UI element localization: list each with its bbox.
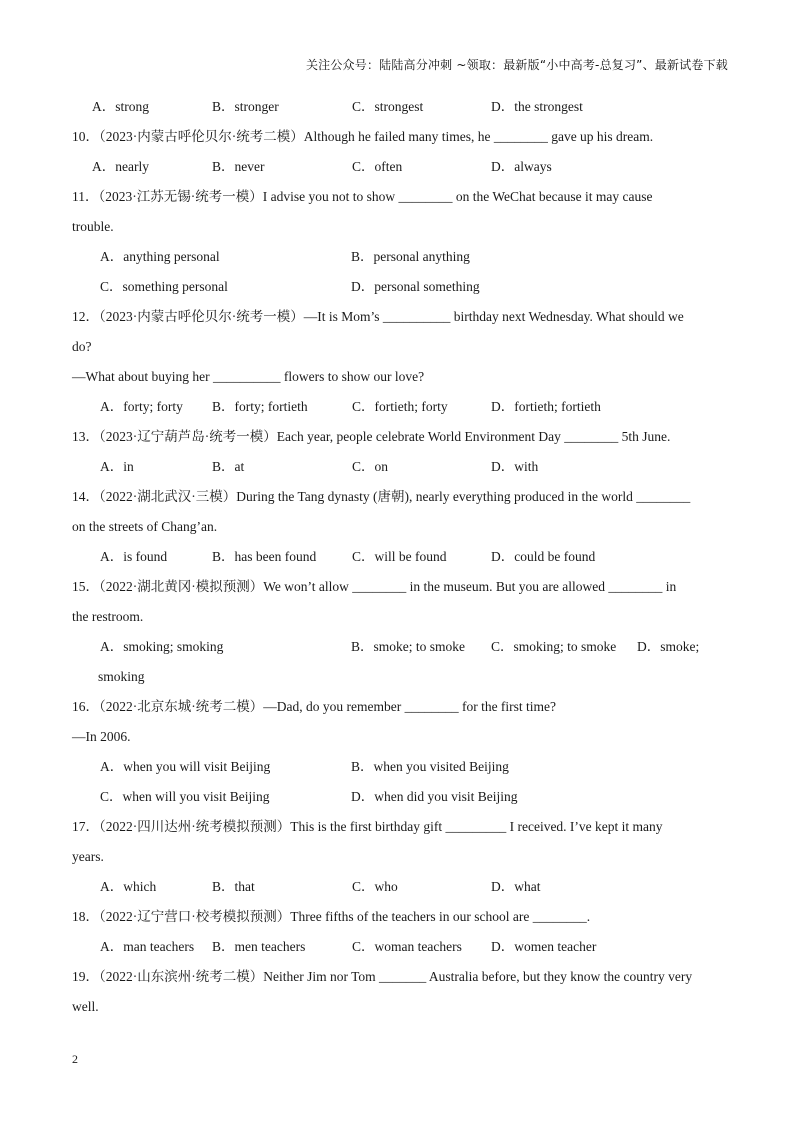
question-list — [72, 92, 728, 1022]
q10-option-c[interactable]: C．often — [352, 159, 403, 174]
q17-option-a[interactable]: A．which — [100, 879, 157, 894]
q10-options — [72, 152, 728, 182]
q12-option-c[interactable]: C．fortieth; forty — [352, 399, 448, 414]
q19-stem-cont: well. — [72, 999, 99, 1014]
q12-stem-cont: do? — [72, 339, 92, 354]
q13-option-b[interactable]: B．at — [212, 459, 245, 474]
q12-option-b[interactable]: B．forty; fortieth — [212, 399, 308, 414]
q17-option-d[interactable]: D．what — [491, 879, 541, 894]
q13-stem: 13．（2023·辽宁葫芦岛·统考一模）Each year, people celebrate World Environment Day ________ 5th June. — [72, 429, 671, 444]
q11-option-d[interactable]: D．personal something — [351, 279, 480, 294]
q9-option-c[interactable]: C．strongest — [352, 99, 424, 114]
q14-option-b[interactable]: B．has been found — [212, 549, 317, 564]
q18-option-d[interactable]: D．women teacher — [491, 939, 597, 954]
q15-option-a[interactable]: A．smoking; smoking — [100, 639, 224, 654]
q15-option-c[interactable]: C．smoking; to smoke — [491, 639, 617, 654]
q19-stem: 19．（2022·山东滨州·统考二模）Neither Jim nor Tom _______ Australia before, but they know the country very — [72, 969, 693, 984]
q17-stem: 17．（2022·四川达州·统考模拟预测）This is the first birthday gift _________ I received. I’ve kept it many — [72, 819, 663, 834]
q12-stem-reply: —What about buying her __________ flowers to show our love? — [72, 369, 425, 384]
q11-option-a[interactable]: A．anything personal — [100, 249, 220, 264]
q15-option-d[interactable]: D．smoke; — [637, 639, 700, 654]
q10-option-a[interactable]: A．nearly — [92, 159, 149, 174]
q17-option-b[interactable]: B．that — [212, 879, 255, 894]
q10-option-d[interactable]: D．always — [491, 159, 552, 174]
q15-options — [72, 632, 728, 662]
q16-stem-reply: —In 2006. — [72, 729, 131, 744]
q14-options — [72, 542, 728, 572]
q18-option-b[interactable]: B．men teachers — [212, 939, 306, 954]
q11-stem: 11．（2023·江苏无锡·统考一模）I advise you not to show ________ on the WeChat because it may cause — [72, 189, 653, 204]
q16-option-d[interactable]: D．when did you visit Beijing — [351, 789, 518, 804]
q11-options-row2 — [72, 272, 728, 302]
page-number: 2 — [72, 1052, 78, 1066]
q9-option-b[interactable]: B．stronger — [212, 99, 279, 114]
q16-stem: 16．（2022·北京东城·统考二模）—Dad, do you remember ________ for the first time? — [72, 699, 557, 714]
q12-options — [72, 392, 728, 422]
q16-options-row2 — [72, 782, 728, 812]
q13-option-a[interactable]: A．in — [100, 459, 134, 474]
q18-options — [72, 932, 728, 962]
q16-option-b[interactable]: B．when you visited Beijing — [351, 759, 509, 774]
q11-option-c[interactable]: C．something personal — [100, 279, 228, 294]
q17-options — [72, 872, 728, 902]
q15-stem-cont: the restroom. — [72, 609, 144, 624]
q14-option-d[interactable]: D．could be found — [491, 549, 596, 564]
q17-stem-cont: years. — [72, 849, 104, 864]
q10-option-b[interactable]: B．never — [212, 159, 265, 174]
q18-option-a[interactable]: A．man teachers — [100, 939, 195, 954]
page-header: 关注公众号：陆陆高分冲刺 ~领取：最新版“小中高考-总复习”、最新试卷下载 — [305, 58, 728, 72]
q13-option-d[interactable]: D．with — [491, 459, 539, 474]
q15-option-d-cont: smoking — [98, 669, 145, 684]
q12-option-d[interactable]: D．fortieth; fortieth — [491, 399, 601, 414]
q9-option-d[interactable]: D．the strongest — [491, 99, 583, 114]
q15-stem: 15．（2022·湖北黄冈·模拟预测）We won’t allow ________ in the museum. But you are allowed ________ in — [72, 579, 677, 594]
q14-stem-cont: on the streets of Chang’an. — [72, 519, 218, 534]
q12-stem: 12．（2023·内蒙古呼伦贝尔·统考一模）—It is Mom’s __________ birthday next Wednesday. What should we — [72, 309, 684, 324]
q16-option-a[interactable]: A．when you will visit Beijing — [100, 759, 271, 774]
q12-option-a[interactable]: A．forty; forty — [100, 399, 183, 414]
q11-option-b[interactable]: B．personal anything — [351, 249, 470, 264]
q18-stem: 18．（2022·辽宁营口·校考模拟预测）Three fifths of the teachers in our school are ________. — [72, 909, 591, 924]
q14-option-a[interactable]: A．is found — [100, 549, 168, 564]
q17-option-c[interactable]: C．who — [352, 879, 398, 894]
q15-option-b[interactable]: B．smoke; to smoke — [351, 639, 465, 654]
q16-options-row1 — [72, 752, 728, 782]
q16-option-c[interactable]: C．when will you visit Beijing — [100, 789, 270, 804]
q18-option-c[interactable]: C．woman teachers — [352, 939, 462, 954]
q13-option-c[interactable]: C．on — [352, 459, 389, 474]
q11-options-row1 — [72, 242, 728, 272]
q13-options — [72, 452, 728, 482]
q11-stem-cont: trouble. — [72, 219, 114, 234]
q9-options — [72, 92, 728, 122]
q10-stem: 10．（2023·内蒙古呼伦贝尔·统考二模）Although he failed many times, he ________ gave up his dream. — [72, 129, 654, 144]
q9-option-a[interactable]: A．strong — [92, 99, 149, 114]
q14-stem: 14．（2022·湖北武汉·三模）During the Tang dynasty (唐朝), nearly everything produced in the world ________ — [72, 489, 691, 504]
q14-option-c[interactable]: C．will be found — [352, 549, 447, 564]
